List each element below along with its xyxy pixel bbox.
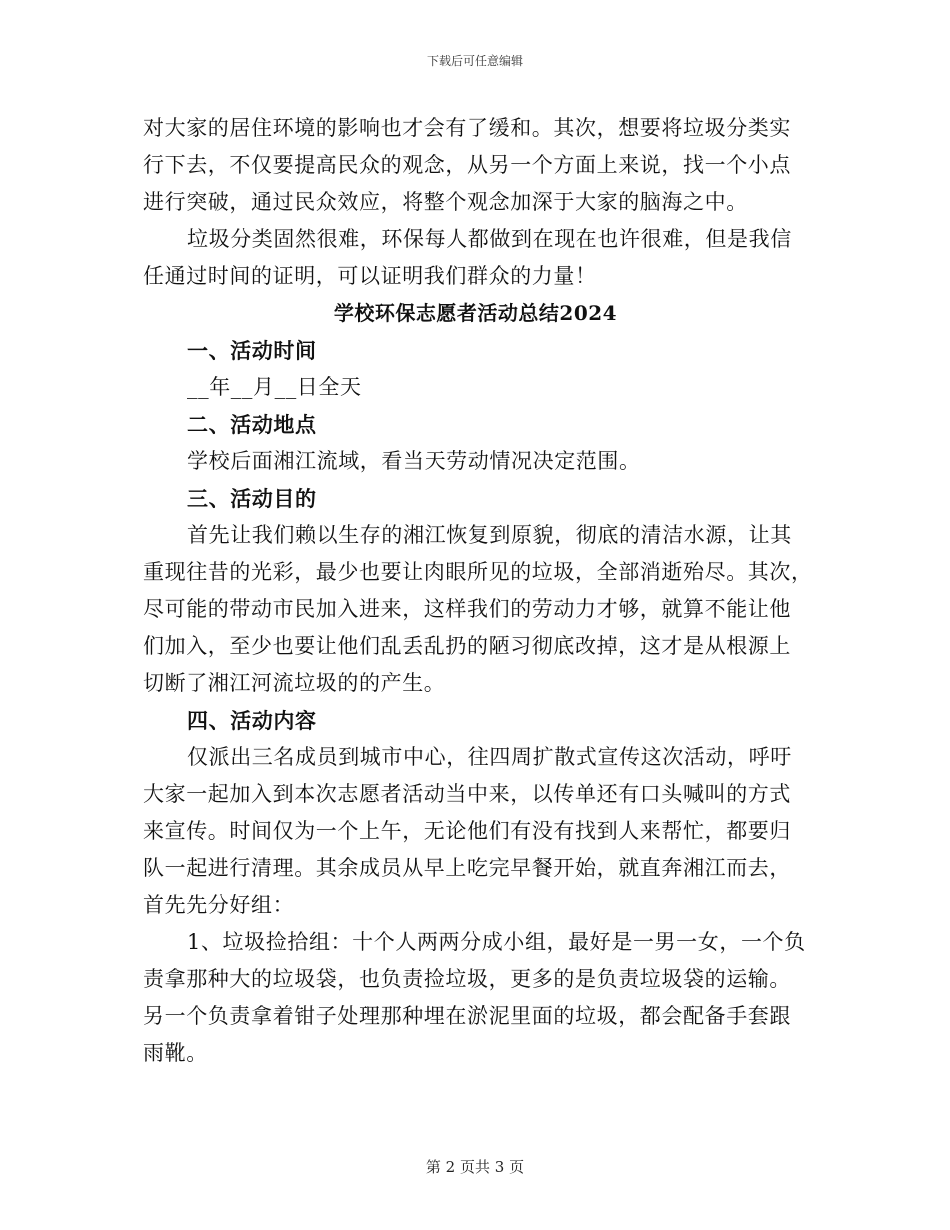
page-header: 下载后可任意编辑 <box>426 54 523 68</box>
section-heading: 二、活动地点 <box>187 412 317 437</box>
paragraph-line: 队一起进行清理。其余成员从早上吃完早餐开始，就直奔湘江而去， <box>143 856 791 880</box>
paragraph-line: 首先先分好组： <box>143 893 295 917</box>
paragraph-line: 重现往昔的光彩，最少也要让肉眼所见的垃圾，全部消逝殆尽。其次， <box>143 560 813 584</box>
paragraph-line: 1、垃圾捡拾组：十个人两两分成小组，最好是一男一女，一个负 <box>187 930 806 954</box>
paragraph-line: 进行突破，通过民众效应，将整个观念加深于大家的脑海之中。 <box>143 190 748 214</box>
document-body <box>143 110 813 1072</box>
document-title: 学校环保志愿者活动总结2024 <box>333 301 618 325</box>
paragraph-line: 大家一起加入到本次志愿者活动当中来，以传单还有口头喊叫的方式 <box>143 782 791 806</box>
paragraph-line: 尽可能的带动市民加入进来，这样我们的劳动力才够，就算不能让他 <box>143 597 791 621</box>
section-heading: 三、活动目的 <box>187 486 317 511</box>
paragraph-line: 对大家的居住环境的影响也才会有了缓和。其次，想要将垃圾分类实 <box>143 116 791 140</box>
paragraph-line: 任通过时间的证明，可以证明我们群众的力量！ <box>143 264 597 288</box>
paragraph-line: 垃圾分类固然很难，环保每人都做到在现在也许很难，但是我信 <box>187 227 792 251</box>
paragraph-line: 切断了湘江河流垃圾的的产生。 <box>143 671 446 695</box>
section-heading: 一、活动时间 <box>187 338 317 363</box>
paragraph-line: 们加入，至少也要让他们乱丢乱扔的陋习彻底改掉，这才是从根源上 <box>143 634 791 658</box>
paragraph-line: 雨靴。 <box>143 1041 208 1065</box>
paragraph-line: __年__月__日全天 <box>187 375 362 399</box>
paragraph-line: 学校后面湘江流域，看当天劳动情况决定范围。 <box>187 449 641 473</box>
paragraph-line: 首先让我们赖以生存的湘江恢复到原貌，彻底的清洁水源，让其 <box>187 523 792 547</box>
page-footer: 第 2 页共 3 页 <box>425 1158 525 1176</box>
paragraph-line: 仅派出三名成员到城市中心，往四周扩散式宣传这次活动，呼吁 <box>187 745 792 769</box>
paragraph-line: 另一个负责拿着钳子处理那种埋在淤泥里面的垃圾，都会配备手套跟 <box>143 1004 791 1028</box>
paragraph-line: 来宣传。时间仅为一个上午，无论他们有没有找到人来帮忙，都要归 <box>143 819 791 843</box>
paragraph-line: 责拿那种大的垃圾袋，也负责捡垃圾，更多的是负责垃圾袋的运输。 <box>143 967 791 991</box>
section-heading: 四、活动内容 <box>187 708 317 733</box>
paragraph-line: 行下去，不仅要提高民众的观念，从另一个方面上来说，找一个小点 <box>143 153 791 177</box>
